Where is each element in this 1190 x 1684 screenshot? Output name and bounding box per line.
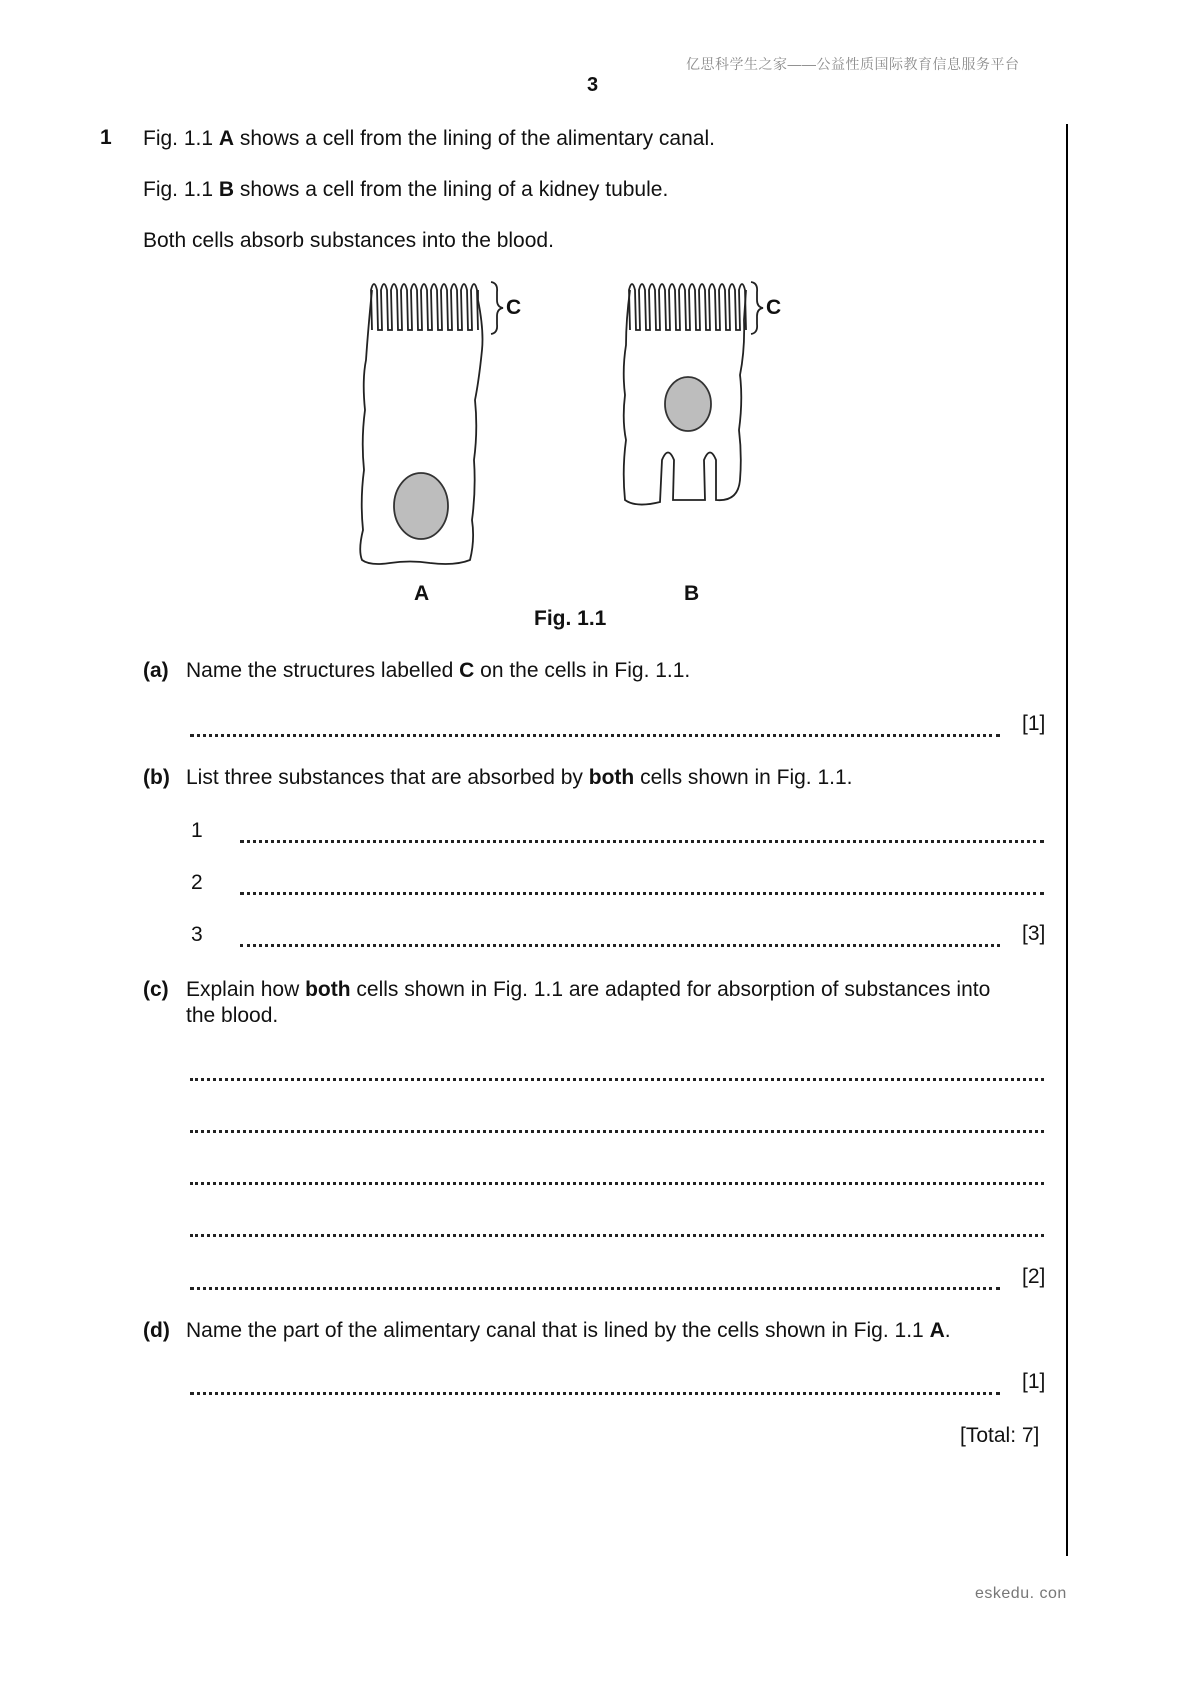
intro-line-1: Fig. 1.1 A shows a cell from the lining of the alimentary canal. bbox=[143, 127, 715, 150]
answer-line-c5[interactable] bbox=[190, 1287, 1000, 1290]
question-number: 1 bbox=[100, 126, 112, 149]
item-number-2: 2 bbox=[191, 871, 203, 894]
header-watermark: 亿思科学生之家——公益性质国际教育信息服务平台 bbox=[686, 56, 1020, 72]
item-number-1: 1 bbox=[191, 819, 203, 842]
mark-c: [2] bbox=[1022, 1265, 1046, 1288]
answer-line-d[interactable] bbox=[190, 1392, 1000, 1395]
part-c-question-line2: the blood. bbox=[186, 1004, 279, 1027]
answer-line-b2[interactable] bbox=[240, 892, 1044, 895]
part-b-question: List three substances that are absorbed by both cells shown in Fig. 1.1. bbox=[186, 766, 853, 789]
label-c-cell-b: C bbox=[766, 296, 782, 319]
answer-line-c4[interactable] bbox=[190, 1234, 1044, 1237]
part-a-label: (a) bbox=[143, 659, 169, 682]
item-number-3: 3 bbox=[191, 923, 203, 946]
answer-line-c1[interactable] bbox=[190, 1078, 1044, 1081]
page-number: 3 bbox=[587, 74, 599, 96]
answer-line-b1[interactable] bbox=[240, 840, 1044, 843]
cell-a-nucleus bbox=[394, 473, 448, 539]
cell-b-nucleus bbox=[665, 377, 711, 431]
mark-d: [1] bbox=[1022, 1370, 1046, 1393]
figure-caption: Fig. 1.1 bbox=[534, 607, 607, 630]
part-a-question: Name the structures labelled C on the cells in Fig. 1.1. bbox=[186, 659, 691, 682]
intro-line-3: Both cells absorb substances into the blood. bbox=[143, 229, 554, 252]
footer-site: eskedu. con bbox=[975, 1585, 1067, 1602]
cell-b-label: B bbox=[684, 582, 700, 605]
cell-b-microvilli bbox=[629, 284, 746, 330]
answer-line-c3[interactable] bbox=[190, 1182, 1044, 1185]
part-c-question: Explain how both cells shown in Fig. 1.1 are adapted for absorption of substances into bbox=[186, 978, 991, 1001]
total-mark: [Total: 7] bbox=[960, 1424, 1040, 1447]
cell-a-brace bbox=[491, 282, 503, 334]
answer-line-c2[interactable] bbox=[190, 1130, 1044, 1133]
answer-line-a[interactable] bbox=[190, 734, 1000, 737]
cell-a-microvilli bbox=[371, 284, 478, 330]
answer-line-b3[interactable] bbox=[240, 944, 1000, 947]
intro-line-2: Fig. 1.1 B shows a cell from the lining of a kidney tubule. bbox=[143, 178, 669, 201]
label-c-cell-a: C bbox=[506, 296, 522, 319]
part-d-question: Name the part of the alimentary canal that is lined by the cells shown in Fig. 1.1 A. bbox=[186, 1319, 951, 1342]
cell-b-brace bbox=[751, 282, 763, 334]
part-c-label: (c) bbox=[143, 978, 169, 1001]
mark-a: [1] bbox=[1022, 712, 1046, 735]
part-d-label: (d) bbox=[143, 1319, 170, 1342]
part-b-label: (b) bbox=[143, 766, 170, 789]
cell-a-label: A bbox=[414, 582, 430, 605]
mark-b: [3] bbox=[1022, 922, 1046, 945]
